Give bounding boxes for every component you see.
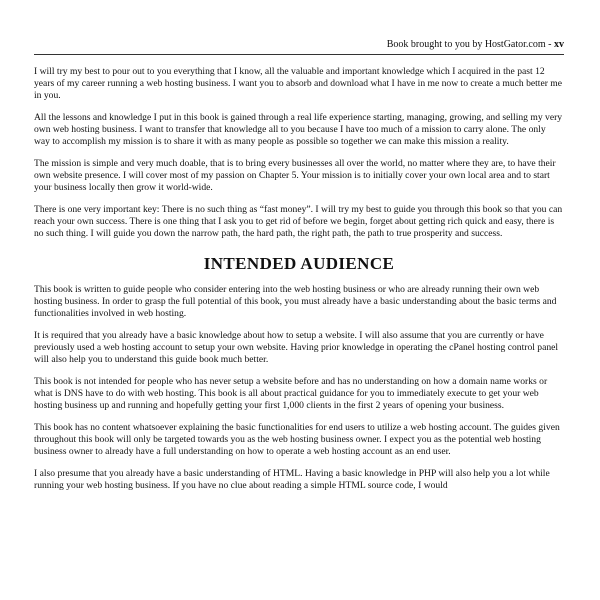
page-body	[34, 66, 564, 492]
paragraph: I also presume that you already have a basic understanding of HTML. Having a basic knowledge in PHP will also help you a lot while running your web hosting business. If you have no clue about reading a simple HTML source code, I would	[34, 468, 550, 491]
paragraph: This book is written to guide people who consider entering into the web hosting business or who are already running their own web hosting business. In order to grasp the full potential of this book, you must already have a basic understanding about the basic terms and functionalities involved in web hosting.	[34, 284, 557, 319]
running-header-separator: -	[545, 39, 554, 50]
paragraph: The mission is simple and very much doable, that is to bring every businesses all over the world, no matter where they are, to have their own website presence. I will cover most of my passion on Chapter 5. Your mission is to initially cover your own local area and to start your business locally then grow it world-wide.	[34, 158, 556, 193]
paragraph: This book is not intended for people who has never setup a website before and has no understanding on how a domain name works or what is DNS have to do with web hosting. This book is all about practical guidance for you to immediately execute to get your web hosting business up and running and hopefully getting your first 1,000 clients in the first 2 years of opening your business.	[34, 376, 548, 411]
running-header	[34, 0, 564, 55]
paragraph: All the lessons and knowledge I put in this book is gained through a real life experience starting, managing, growing, and selling my very own web hosting business. I want to transfer that knowledge all to you because I have too much of a mission to carry alone. The only way to accomplish my mission is to share it with as many people as possible so together we can make this mission a reality.	[34, 112, 563, 147]
paragraph: There is one very important key: There is no such thing as “fast money”. I will try my best to guide you through this book so that you can reach your own success. There is one thing that I ask you to get rid of before we begin, forget about getting rich quick and easy, there is no such thing. I will guide you down the narrow path, the hard path, the right path, the path to true prosperity and success.	[34, 204, 563, 239]
paragraph: I will try my best to pour out to you everything that I know, all the valuable and important knowledge which I acquired in the past 12 years of my career running a web hosting business. I want you to absorb and download what I have in me now to create a much better me in you.	[34, 66, 563, 101]
paragraph: This book has no content whatsoever explaining the basic functionalities for end users to utilize a web hosting account. The guides given throughout this book will only be targeted towards you as the web hosting business owner. I expect you as the potential web hosting business owner to already have a full understanding on how to operate a web hosting account as an end user.	[34, 422, 560, 457]
section-heading: INTENDED AUDIENCE	[203, 254, 395, 273]
page-number: xv	[554, 39, 564, 50]
paragraph: It is required that you already have a basic knowledge about how to setup a website. I will also assume that you are currently or have previously used a web hosting account to setup your own website. Having prior knowledge in operating the cPanel hosting control panel will also help you to understand this guide book much better.	[34, 330, 559, 365]
running-header-title: Book brought to you by HostGator.com	[386, 39, 546, 50]
